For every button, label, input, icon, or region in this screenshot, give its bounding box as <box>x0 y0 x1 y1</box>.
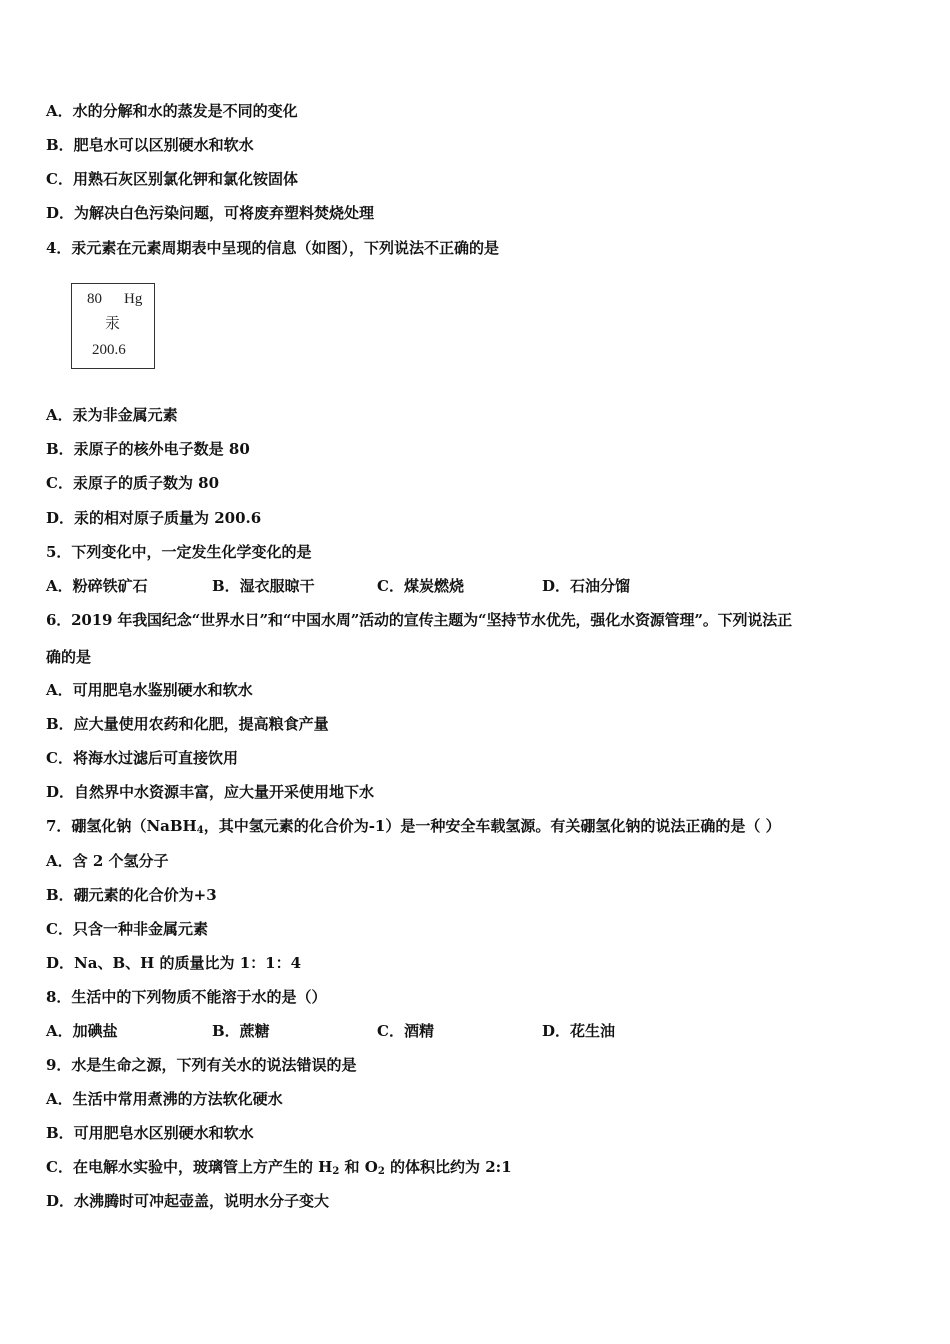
q9-c-post: 的体积比约为 2:1 <box>384 1158 512 1176</box>
q7-option-a: A．含 2 个氢分子 <box>46 852 169 870</box>
element-name: 汞 <box>105 316 121 332</box>
q8-option-a: A．加碘盐 <box>46 1022 118 1040</box>
q9-stem: 9．水是生命之源，下列有关水的说法错误的是 <box>46 1056 357 1074</box>
q4-option-a: A．汞为非金属元素 <box>46 406 178 424</box>
q3-option-d: D．为解决白色污染问题，可将废弃塑料焚烧处理 <box>46 204 375 222</box>
atomic-mass: 200.6 <box>92 342 126 358</box>
q4-option-c: C．汞原子的质子数为 80 <box>46 474 220 492</box>
q3-option-a: A．水的分解和水的蒸发是不同的变化 <box>46 102 298 120</box>
q8-option-b: B．蔗糖 <box>212 1022 270 1040</box>
q6-option-c: C．将海水过滤后可直接饮用 <box>46 749 238 767</box>
q8-options <box>46 1021 846 1041</box>
element-symbol: Hg <box>124 291 143 307</box>
mercury-element-card <box>71 283 155 369</box>
q9-c-mid: 和 O <box>339 1158 378 1176</box>
q7-stem-post: ，其中氢元素的化合价为-1）是一种安全车载氢源。有关硼氢化钠的说法正确的是（ ） <box>203 817 781 835</box>
q6-option-d: D．自然界中水资源丰富，应大量开采使用地下水 <box>46 783 375 801</box>
q9-c-subscript-h2: 2 <box>332 1166 340 1177</box>
q6-option-a: A．可用肥皂水鉴别硬水和软水 <box>46 681 253 699</box>
q7-option-d: D．Na、B、H 的质量比为 1：1：4 <box>46 954 302 972</box>
q9-option-b: B．可用肥皂水区别硬水和软水 <box>46 1124 254 1142</box>
q6-option-b: B．应大量使用农药和化肥，提高粮食产量 <box>46 715 329 733</box>
q6-stem-line1: 6．2019 年我国纪念“世界水日”和“中国水周”活动的宣传主题为“坚持节水优先，强化水资源管理”。下列说法正 <box>46 611 792 629</box>
q4-option-b: B．汞原子的核外电子数是 80 <box>46 440 250 458</box>
q5-option-a: A．粉碎铁矿石 <box>46 577 148 595</box>
q8-option-d: D．花生油 <box>542 1022 616 1040</box>
q6-stem-line2: 确的是 <box>46 648 92 666</box>
q5-stem: 5．下列变化中，一定发生化学变化的是 <box>46 543 312 561</box>
atomic-number: 80 <box>87 291 102 307</box>
q9-c-subscript-o2: 2 <box>377 1166 385 1177</box>
q7-option-c: C．只含一种非金属元素 <box>46 920 208 938</box>
q5-options <box>46 576 846 596</box>
q5-option-c: C．煤炭燃烧 <box>377 577 464 595</box>
q3-option-b: B．肥皂水可以区别硬水和软水 <box>46 136 254 154</box>
q7-stem-pre: 7．硼氢化钠（NaBH <box>46 817 197 835</box>
q5-option-d: D．石油分馏 <box>542 577 631 595</box>
q8-option-c: C．酒精 <box>377 1022 434 1040</box>
q7-stem <box>46 816 781 836</box>
q9-option-c <box>46 1157 512 1177</box>
q9-c-pre: C．在电解水实验中，玻璃管上方产生的 H <box>46 1158 333 1176</box>
q5-option-b: B．湿衣服晾干 <box>212 577 315 595</box>
q9-option-a: A．生活中常用煮沸的方法软化硬水 <box>46 1090 283 1108</box>
q8-stem: 8．生活中的下列物质不能溶于水的是（） <box>46 988 327 1006</box>
q9-option-d: D．水沸腾时可冲起壶盖，说明水分子变大 <box>46 1192 330 1210</box>
q7-stem-subscript: 4 <box>196 825 204 836</box>
q4-stem: 4．汞元素在元素周期表中呈现的信息（如图），下列说法不正确的是 <box>46 239 499 257</box>
q3-option-c: C．用熟石灰区别氯化钾和氯化铵固体 <box>46 170 298 188</box>
q4-option-d: D．汞的相对原子质量为 200.6 <box>46 509 262 527</box>
q7-option-b: B．硼元素的化合价为+3 <box>46 886 217 904</box>
